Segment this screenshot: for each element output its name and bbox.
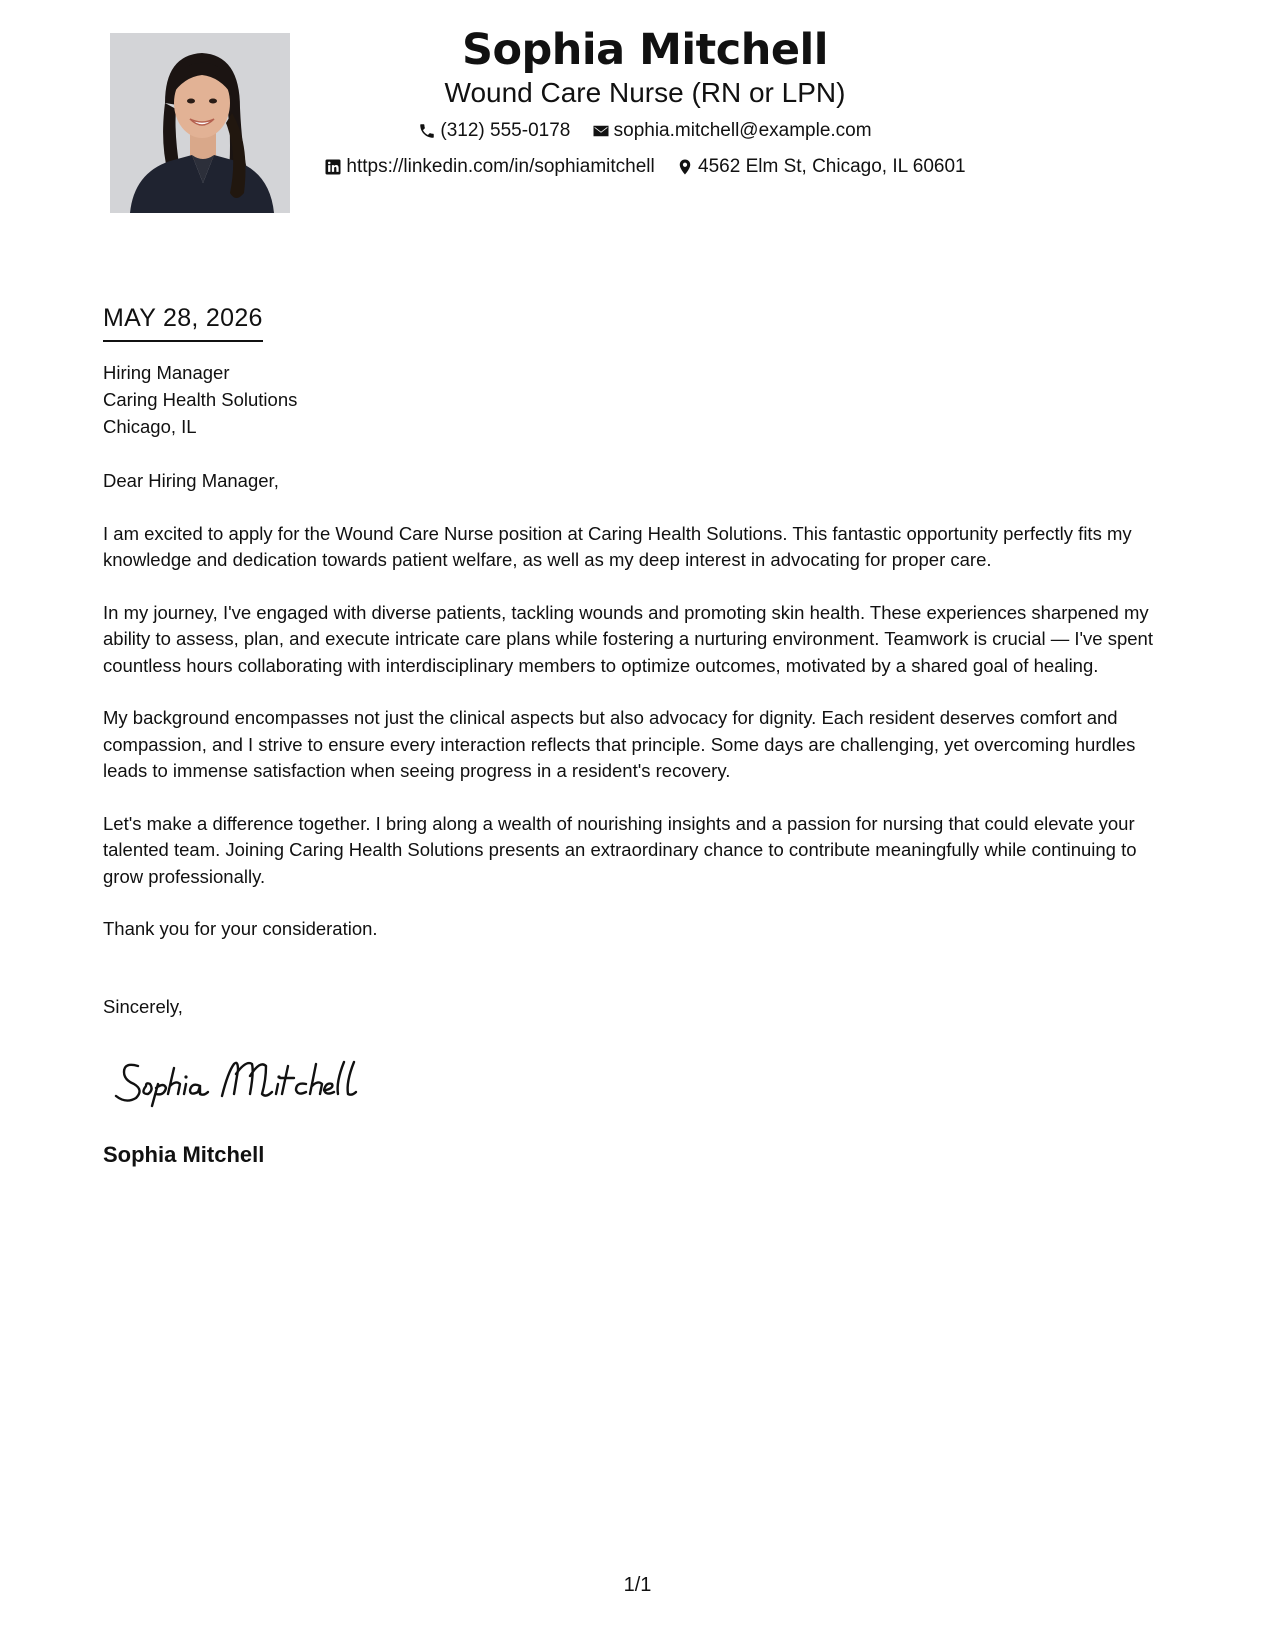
linkedin-icon [324, 158, 342, 176]
applicant-title: Wound Care Nurse (RN or LPN) [444, 77, 846, 108]
street-address: 4562 Elm St, Chicago, IL 60601 [698, 156, 966, 177]
phone-icon [418, 122, 436, 140]
body-paragraph: Thank you for your consideration. [103, 918, 378, 939]
letter-date: MAY 28, 2026 [103, 302, 263, 342]
body-paragraph: I am excited to apply for the Wound Care Nurse position at Caring Health Solutions. This fantastic opportunity perfectly fits my knowledge and dedication towards patient welfare, as well as my deep interest in advocating for proper care. [103, 522, 1132, 570]
contact-row-1 [300, 119, 990, 147]
handwritten-signature [110, 1052, 360, 1112]
letter-body [103, 468, 1178, 969]
body-paragraph: In my journey, I've engaged with diverse patients, tackling wounds and promoting skin health. These experiences sharpened my ability to assess, plan, and execute intricate care plans while fostering a nurturing environment. Teamwork is crucial — I've spent countless hours collaborating with interdisciplinary members to optimize outcomes, motivated by a shared goal of healing. [103, 601, 1153, 676]
body-paragraph: Let's make a difference together. I bring along a wealth of nourishing insights and a passion for nursing that could elevate your talented team. Joining Caring Health Solutions presents an extraordinary chance to contribute meaningfully while continuing to grow professionally. [103, 812, 1137, 887]
address-contact [676, 155, 966, 179]
applicant-name: Sophia Mitchell [462, 25, 828, 75]
email-contact[interactable] [592, 119, 872, 143]
closing: Sincerely, [103, 996, 183, 1017]
signer-name: Sophia Mitchell [103, 1142, 265, 1167]
recipient-name: Hiring Manager [103, 362, 230, 383]
email-address: sophia.mitchell@example.com [613, 120, 872, 141]
recipient-location: Chicago, IL [103, 416, 197, 437]
resume-header [300, 22, 990, 183]
salutation: Dear Hiring Manager, [103, 470, 279, 491]
phone-number: (312) 555-0178 [440, 120, 571, 141]
map-pin-icon [676, 158, 694, 176]
linkedin-contact[interactable] [324, 155, 654, 179]
linkedin-url: https://linkedin.com/in/sophiamitchell [346, 156, 655, 177]
body-paragraph: My background encompasses not just the clinical aspects but also advocacy for dignity. Each resident deserves comfort and compassion, and I strive to ensure every interaction reflects that principle. Some days are challenging, yet overcoming hurdles leads to immense satisfaction when seeing progress in a resident's recovery. [103, 707, 1136, 781]
profile-photo [110, 33, 290, 213]
envelope-icon [592, 122, 610, 140]
recipient-company: Caring Health Solutions [103, 389, 298, 410]
phone-contact[interactable] [418, 119, 570, 143]
contact-row-2 [300, 155, 990, 183]
page-number: 1/1 [623, 1574, 652, 1596]
recipient-block [103, 359, 297, 440]
